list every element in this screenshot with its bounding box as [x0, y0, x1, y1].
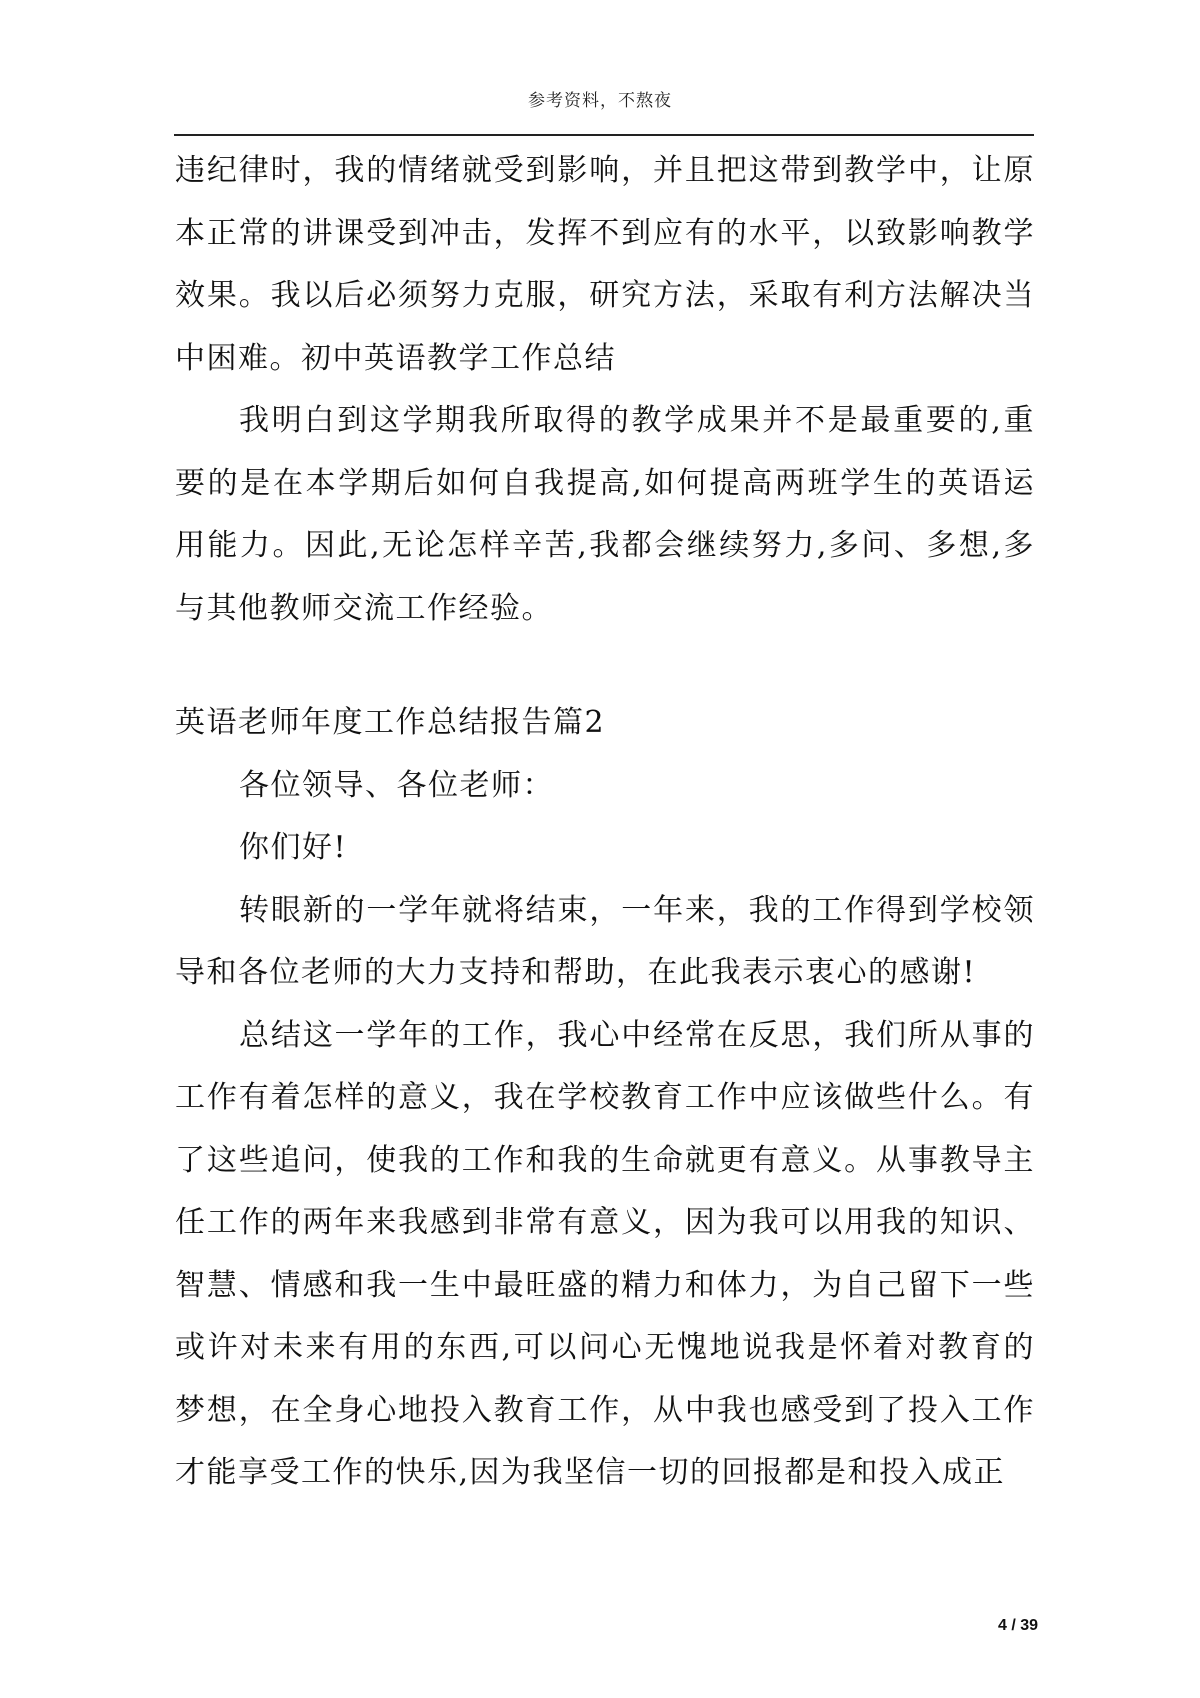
paragraph-reflection: 我明白到这学期我所取得的教学成果并不是最重要的,重要的是在本学期后如何自我提高,如何提高两班学生的英语运用能力。因此,无论怎样辛苦,我都会继续努力,多问、多想,多与其他教师交流工作经验。	[175, 403, 1035, 626]
greeting: 你们好!	[239, 830, 348, 865]
page-header: 参考资料，不熬夜	[528, 91, 672, 111]
salutation: 各位领导、各位老师：	[239, 767, 554, 803]
document-body	[175, 140, 1035, 1505]
section-gap	[175, 640, 1035, 692]
section-title: 英语老师年度工作总结报告篇2	[175, 705, 606, 740]
paragraph-continued: 违纪律时，我的情绪就受到影响，并且把这带到教学中，让原本正常的讲课受到冲击，发挥不到应有的水平，以致影响教学效果。我以后必须努力克服，研究方法，采取有利方法解决当中困难。初中英语教学工作总结	[175, 153, 1035, 376]
header-divider	[174, 134, 1034, 136]
page-number: 4 / 39	[997, 1617, 1038, 1634]
paragraph-thanks: 转眼新的一学年就将结束，一年来，我的工作得到学校领导和各位老师的大力支持和帮助，在此我表示衷心的感谢!	[175, 892, 1035, 990]
paragraph-summary: 总结这一学年的工作，我心中经常在反思，我们所从事的工作有着怎样的意义，我在学校教育工作中应该做些什么。有了这些追问，使我的工作和我的生命就更有意义。从事教导主任工作的两年来我感到非常有意义，因为我可以用我的知识、智慧、情感和我一生中最旺盛的精力和体力，为自己留下一些或许对未来有用的东西,可以问心无愧地说我是怀着对教育的梦想，在全身心地投入教育工作，从中我也感受到了投入工作才能享受工作的快乐,因为我坚信一切的回报都是和投入成正	[175, 1017, 1035, 1490]
